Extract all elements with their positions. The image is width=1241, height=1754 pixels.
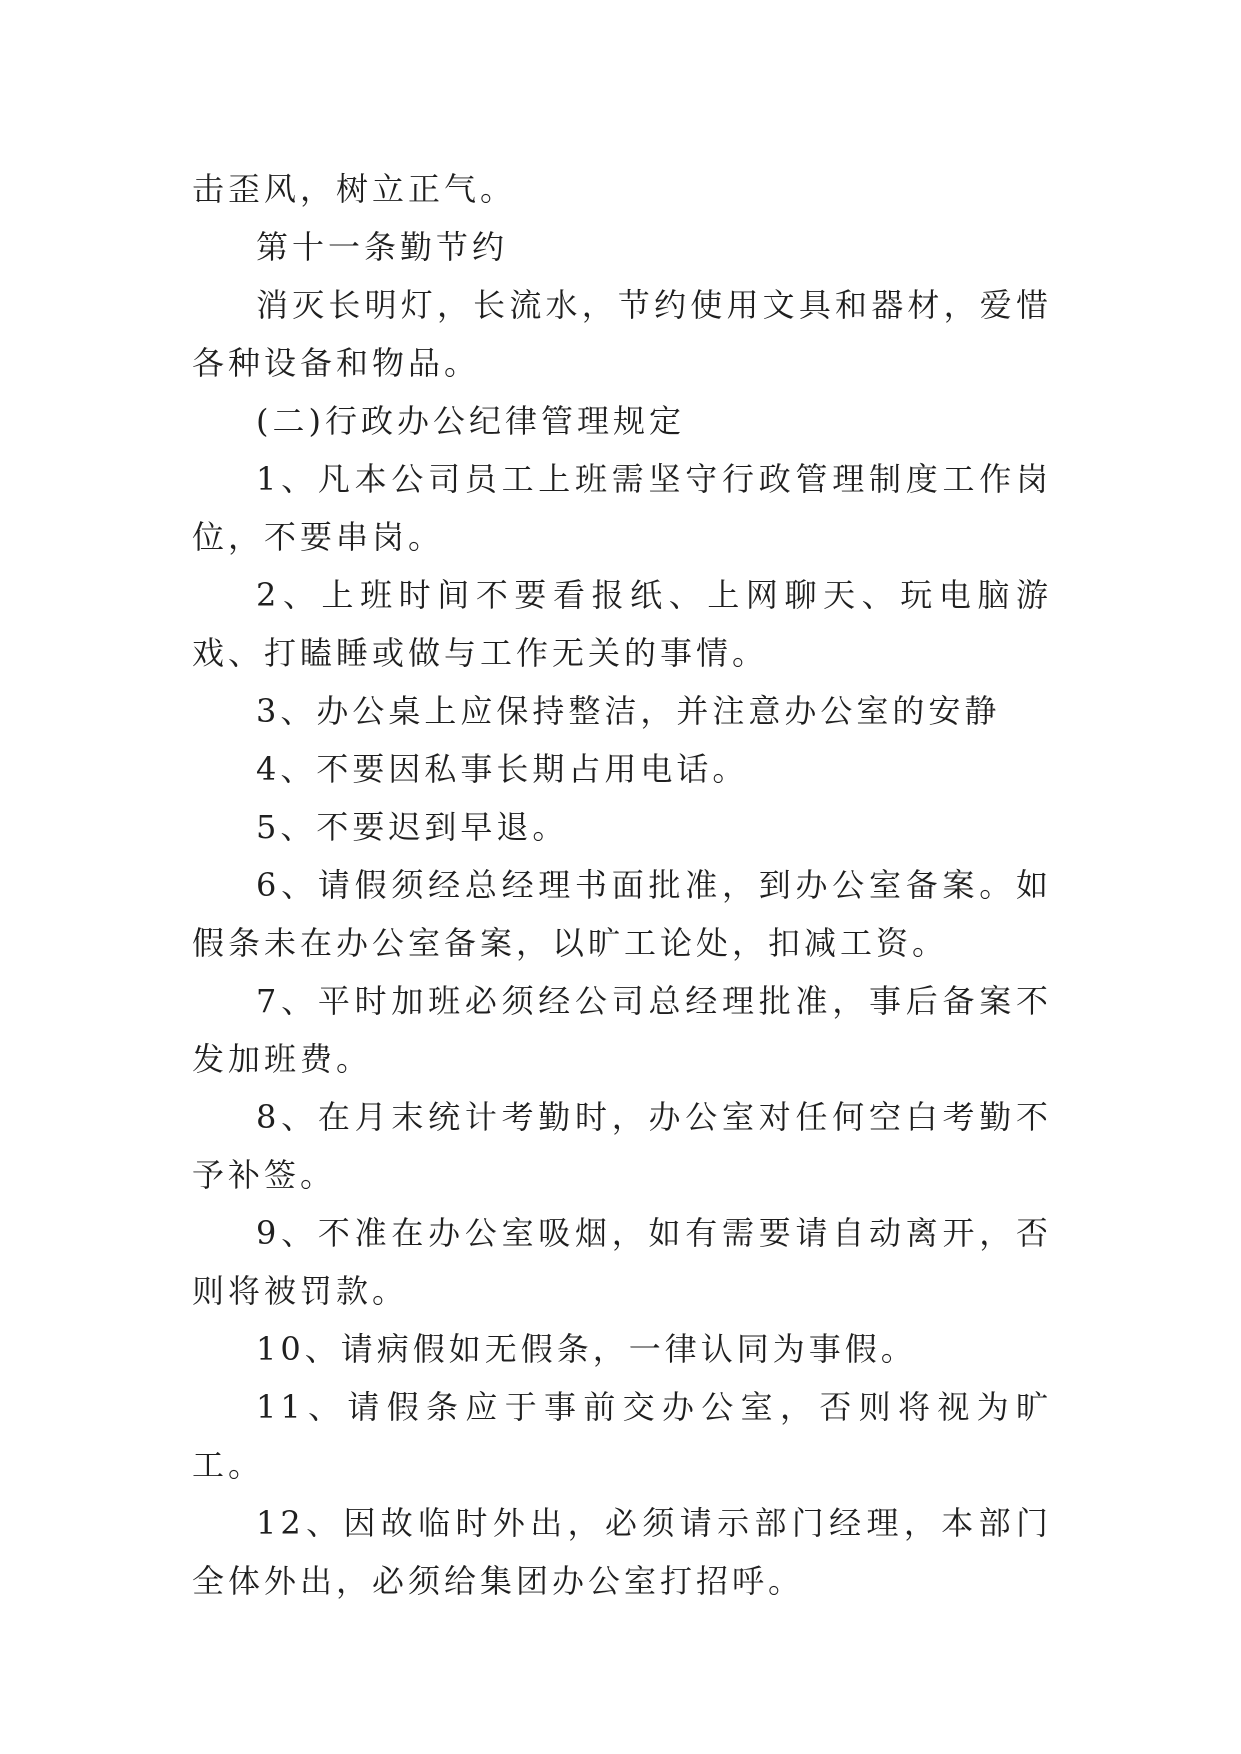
rule-item-8: 8、在月末统计考勤时，办公室对任何空白考勤不予补签。 xyxy=(192,1098,1052,1194)
rule-item-10: 10、请病假如无假条，一律认同为事假。 xyxy=(256,1330,917,1368)
rule-item-3: 3、办公桌上应保持整洁，并注意办公室的安静 xyxy=(256,692,1001,730)
rule-item-6: 6、请假须经总经理书面批准，到办公室备案。如假条未在办公室备案，以旷工论处，扣减工资。 xyxy=(192,866,1052,962)
section-heading-article-11: 第十一条勤节约 xyxy=(256,228,509,266)
section-heading-part-2: (二)行政办公纪律管理规定 xyxy=(256,402,685,440)
rule-item-2: 2、上班时间不要看报纸、上网聊天、玩电脑游戏、打瞌睡或做与工作无关的事情。 xyxy=(192,576,1052,672)
document-body xyxy=(192,160,1052,1610)
rule-item-5: 5、不要迟到早退。 xyxy=(256,808,569,846)
rule-item-12: 12、因故临时外出，必须请示部门经理，本部门全体外出，必须给集团办公室打招呼。 xyxy=(192,1504,1052,1600)
rule-item-7: 7、平时加班必须经公司总经理批准，事后备案不发加班费。 xyxy=(192,982,1052,1078)
rule-item-4: 4、不要因私事长期占用电话。 xyxy=(256,750,749,788)
rule-item-1: 1、凡本公司员工上班需坚守行政管理制度工作岗位，不要串岗。 xyxy=(192,460,1052,556)
paragraph-2: 消灭长明灯，长流水，节约使用文具和器材，爱惜各种设备和物品。 xyxy=(192,286,1052,382)
rule-item-9: 9、不准在办公室吸烟，如有需要请自动离开，否则将被罚款。 xyxy=(192,1214,1052,1310)
rule-item-11: 11、请假条应于事前交办公室，否则将视为旷工。 xyxy=(192,1388,1052,1484)
paragraph-0: 击歪风，树立正气。 xyxy=(192,170,517,208)
